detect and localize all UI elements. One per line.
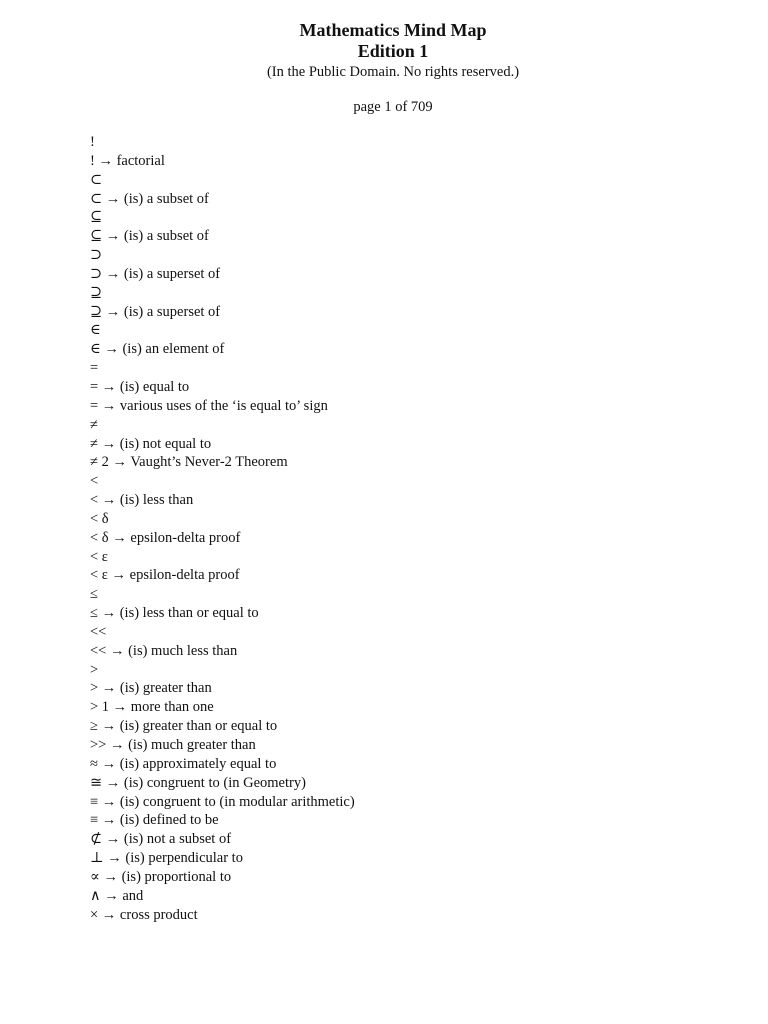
entry-item: ≥ → (is) greater than or equal to: [90, 718, 278, 735]
entry-item: = → various uses of the ‘is equal to’ sign: [90, 397, 328, 414]
entry-item: < ε: [90, 548, 108, 565]
entry-item: > 1 → more than one: [90, 699, 214, 716]
entry-item: ≅ → (is) congruent to (in Geometry): [90, 774, 306, 791]
entry-item: ≠: [90, 416, 98, 433]
entry-item: ≤ → (is) less than or equal to: [90, 605, 259, 622]
entry-item: ⊂: [90, 171, 103, 188]
entry-item: =: [90, 360, 99, 377]
entry-item: ∈: [90, 322, 101, 339]
entry-item: ⊥ → (is) perpendicular to: [90, 850, 243, 867]
document-edition: Edition 1: [357, 41, 429, 61]
entry-item: ≡ → (is) congruent to (in modular arithmetic): [90, 793, 355, 810]
page-number: page 1 of 709: [353, 99, 433, 115]
entry-item: <<: [90, 623, 107, 640]
entry-item: >> → (is) much greater than: [90, 737, 256, 753]
entry-item: ⊂ → (is) a subset of: [90, 190, 209, 207]
entry-item: <: [90, 473, 99, 490]
entry-item: >: [90, 661, 99, 678]
entry-item: × → cross product: [90, 906, 198, 923]
entry-item: < δ → epsilon-delta proof: [90, 529, 241, 546]
entry-item: ∈ → (is) an element of: [90, 341, 225, 358]
entry-item: ⊄ → (is) not a subset of: [90, 831, 232, 848]
entry-item: ⊆: [90, 209, 103, 226]
entry-item: ∝ → (is) proportional to: [90, 868, 232, 885]
entry-item: < δ: [90, 510, 109, 527]
entry-item: ∧ → and: [90, 887, 144, 904]
entry-item: ⊆ → (is) a subset of: [90, 228, 209, 245]
entry-item: ≤: [90, 586, 98, 603]
entry-item: ⊇ → (is) a superset of: [90, 303, 221, 320]
entry-item: ! → factorial: [90, 152, 165, 169]
copyright-notice: (In the Public Domain. No rights reserved.): [266, 64, 520, 80]
document-title: Mathematics Mind Map: [299, 20, 487, 40]
entry-item: ⊇: [90, 284, 103, 301]
entry-item: << → (is) much less than: [90, 642, 238, 659]
entry-list: [90, 133, 355, 924]
entry-item: < ε → epsilon-delta proof: [90, 567, 240, 584]
entry-item: < → (is) less than: [90, 492, 194, 509]
entry-item: ≈ → (is) approximately equal to: [90, 755, 277, 772]
entry-item: ⊃ → (is) a superset of: [90, 265, 221, 282]
entry-item: > → (is) greater than: [90, 680, 212, 697]
entry-item: ≠ 2 → Vaught’s Never-2 Theorem: [90, 454, 288, 471]
entry-item: ≠ → (is) not equal to: [90, 435, 212, 452]
entry-item: ⊃: [90, 247, 103, 264]
entry-item: !: [90, 134, 95, 150]
document-header: [0, 20, 768, 82]
entry-item: = → (is) equal to: [90, 378, 190, 395]
entry-item: ≡ → (is) defined to be: [90, 812, 219, 829]
